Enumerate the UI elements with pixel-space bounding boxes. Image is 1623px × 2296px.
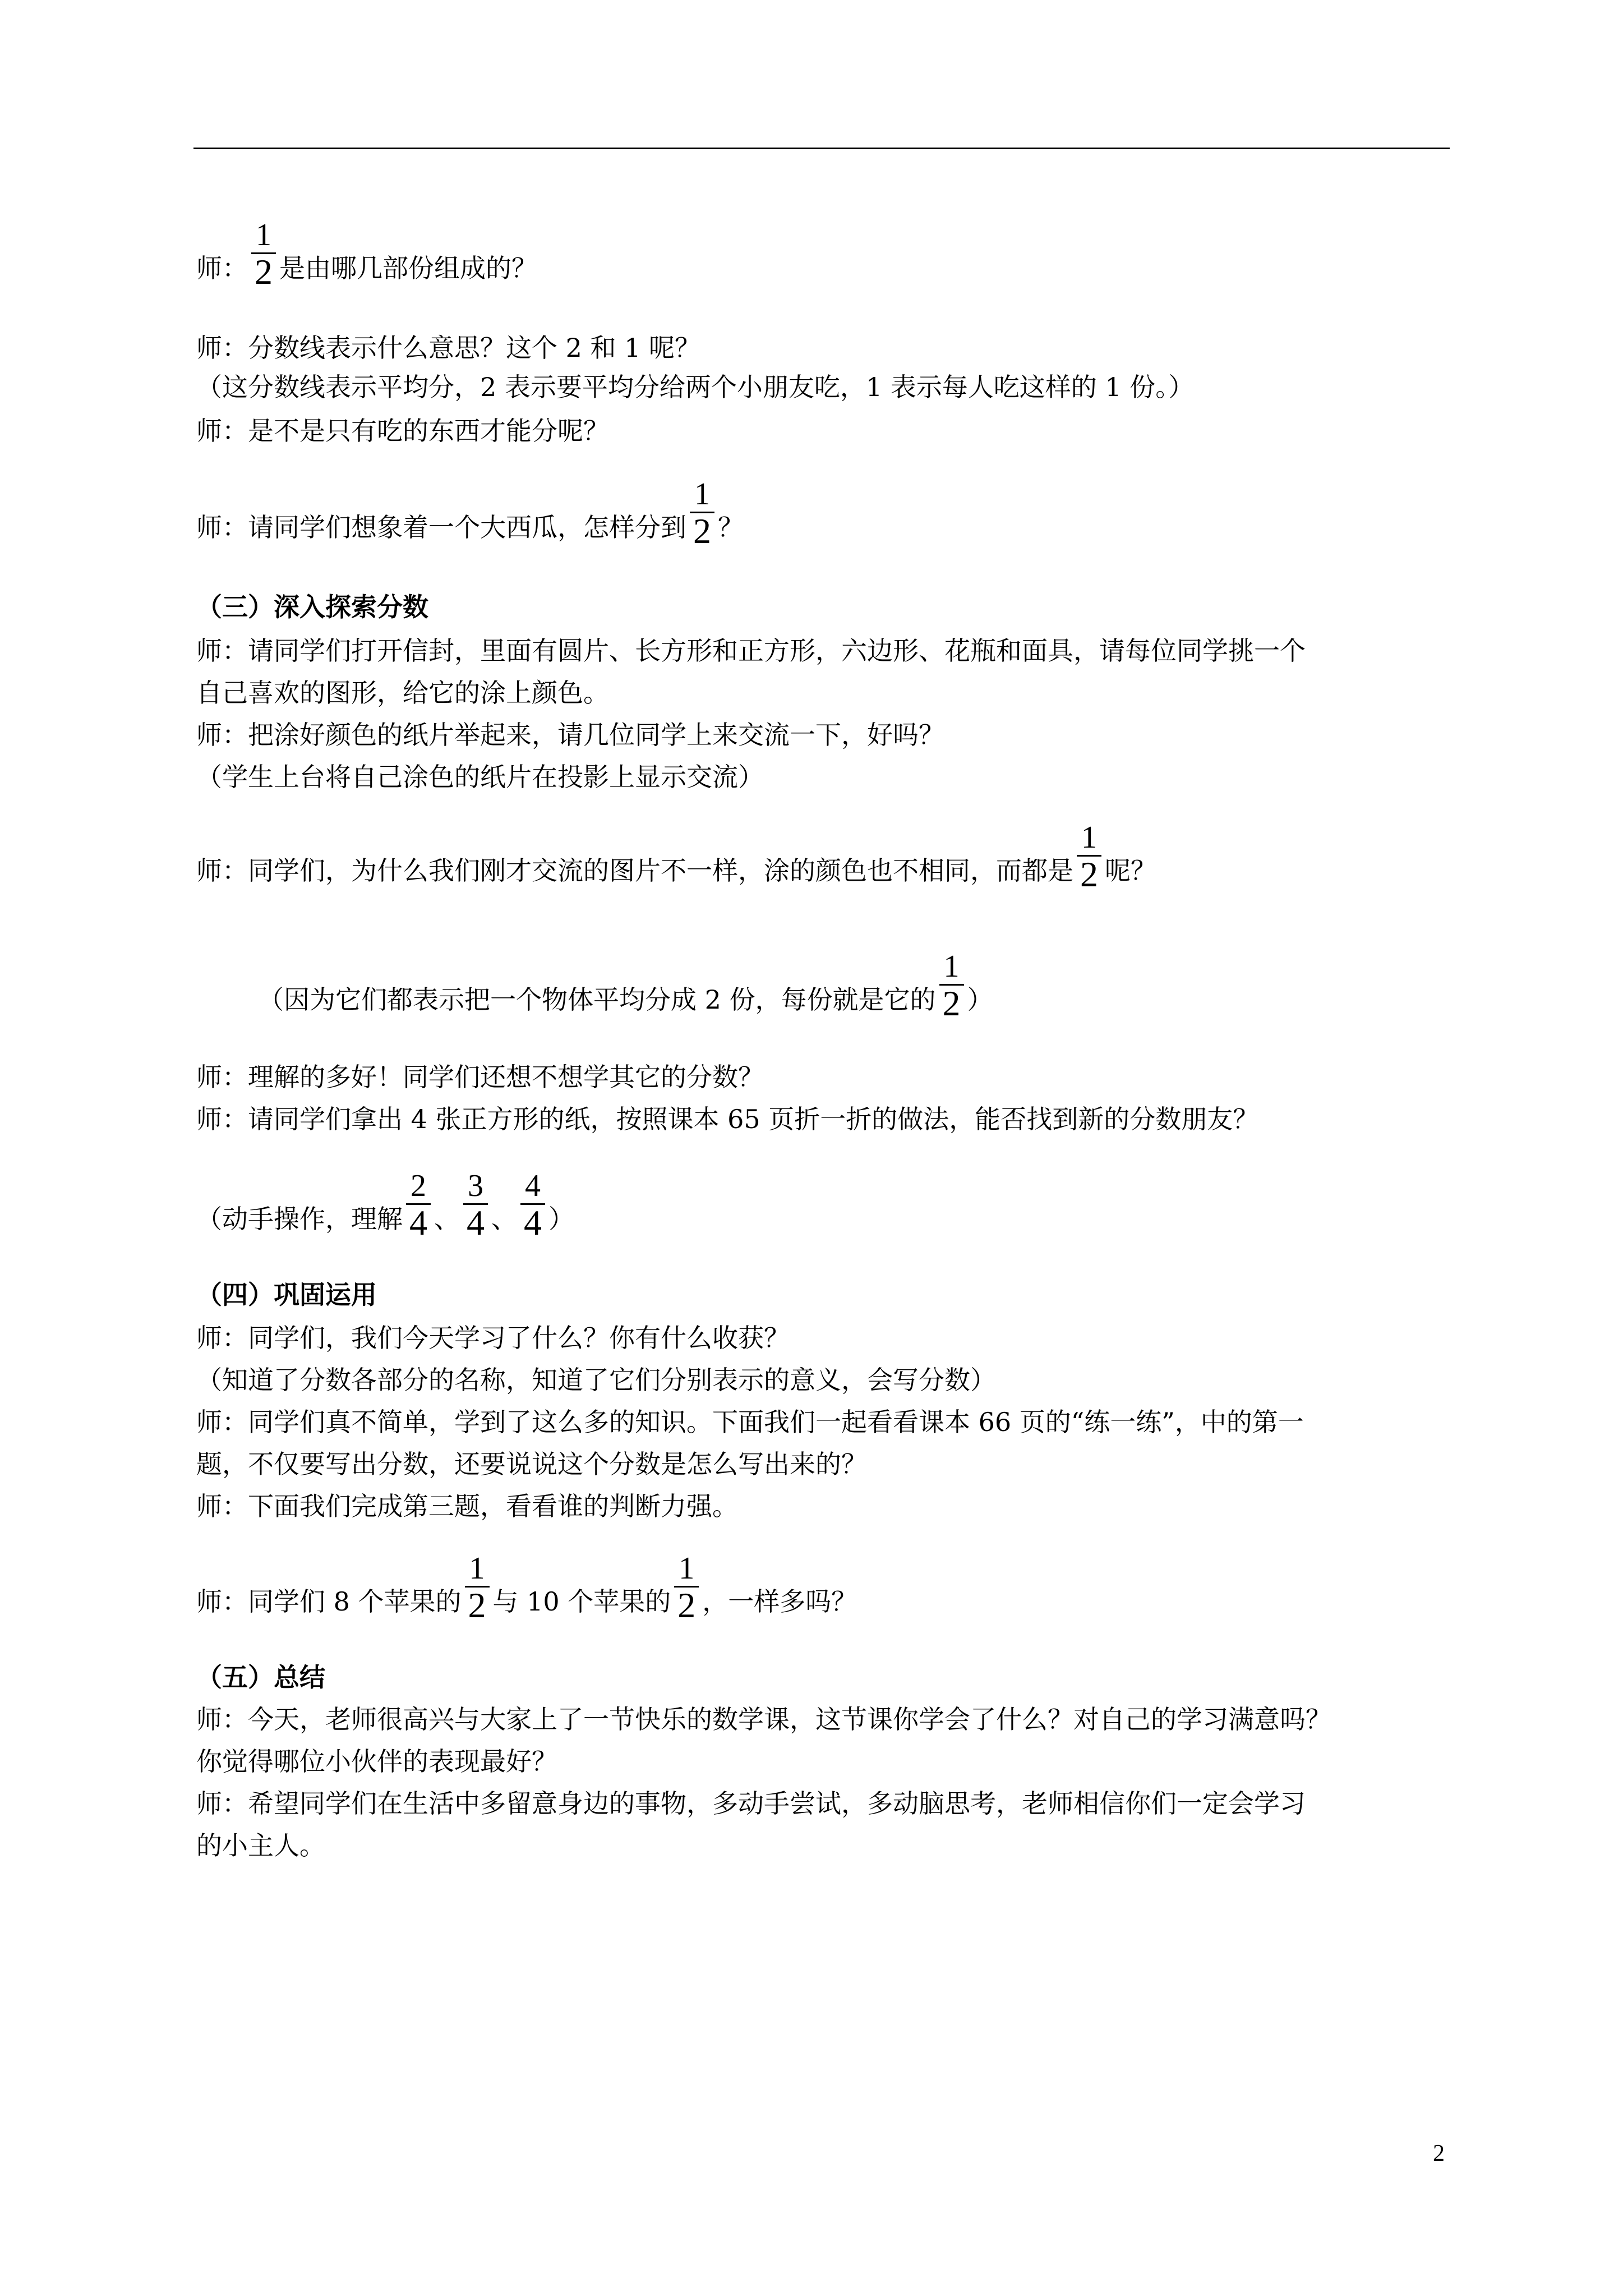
section-heading: （三）深入探索分数	[196, 592, 428, 622]
fraction-half: $\frac{1}{2}$	[465, 1551, 490, 1623]
fraction-three-fourths: $\frac{3}{4}$	[463, 1168, 488, 1241]
text-line: 师：请同学们拿出 4 张正方形的纸，按照课本 65 页折一折的做法，能否找到新的分数朋友？	[196, 1104, 1259, 1134]
text-line: 师：把涂好颜色的纸片举起来，请几位同学上来交流一下，好吗？	[196, 720, 944, 750]
text-line: 师：请同学们想象着一个大西瓜，怎样分到 $\frac{1}{2}$ ？	[196, 477, 744, 551]
text-line: 师：分数线表示什么意思？这个 2 和 1 呢？	[196, 333, 701, 363]
text-line: 你觉得哪位小伙伴的表现最好？	[196, 1746, 557, 1777]
text-line: 师：今天，老师很高兴与大家上了一节快乐的数学课，这节课你学会了什么？对自己的学习满意吗？	[196, 1704, 1331, 1734]
text-line: 师： $\frac{1}{2}$ 是由哪几部份组成的？	[196, 218, 537, 292]
text-line: 师：下面我们完成第三题，看看谁的判断力强。	[196, 1491, 738, 1521]
header-rule	[193, 148, 1450, 149]
text-line: 题，不仅要写出分数，还要说说这个分数是怎么写出来的？	[196, 1449, 867, 1479]
text-line: （知道了分数各部分的名称，知道了它们分别表示的意义，会写分数）	[196, 1365, 996, 1395]
text-line: 师：同学们，我们今天学习了什么？你有什么收获？	[196, 1323, 790, 1353]
page-number: 2	[1433, 2141, 1445, 2166]
text-line: （这分数线表示平均分，2 表示要平均分给两个小朋友吃，1 表示每人吃这样的 1 份。）	[196, 372, 1195, 402]
text-line: 师：理解的多好！同学们还想不想学其它的分数？	[196, 1062, 764, 1092]
text-line: 师：是不是只有吃的东西才能分呢？	[196, 416, 609, 446]
section-heading: （四）巩固运用	[196, 1280, 377, 1310]
text-line: （动手操作，理解 $\frac{2}{4}$ 、 $\frac{3}{4}$ 、 $\frac{4}{4}$ ）	[196, 1168, 574, 1243]
text-line: （学生上台将自己涂色的纸片在投影上显示交流）	[196, 762, 764, 792]
text-line: 师：请同学们打开信封，里面有圆片、长方形和正方形，六边形、花瓶和面具，请每位同学挑一个	[196, 636, 1306, 666]
text-line: 师：同学们真不简单，学到了这么多的知识。下面我们一起看看课本 66 页的“练一练”，中的第一	[196, 1407, 1304, 1437]
text-line: 师：希望同学们在生活中多留意身边的事物，多动手尝试，多动脑思考，老师相信你们一定会学习	[196, 1788, 1306, 1819]
text-line: 的小主人。	[196, 1830, 325, 1861]
text-line: 师：同学们 8 个苹果的 $\frac{1}{2}$ 与 10 个苹果的 $\frac{1}{2}$ ，一样多吗？	[196, 1551, 857, 1625]
fraction-half: $\frac{1}{2}$	[1077, 820, 1101, 892]
fraction-half: $\frac{1}{2}$	[690, 477, 714, 549]
text-line: 师：同学们，为什么我们刚才交流的图片不一样，涂的颜色也不相同，而都是 $\frac{1}{2}$ 呢？	[196, 820, 1156, 894]
text-line: 自己喜欢的图形，给它的涂上颜色。	[196, 678, 609, 708]
fraction-two-fourths: $\frac{2}{4}$	[406, 1168, 431, 1241]
text-line: （因为它们都表示把一个物体平均分成 2 份，每份就是它的 $\frac{1}{2}$ ）	[258, 949, 993, 1023]
fraction-half: $\frac{1}{2}$	[939, 949, 964, 1022]
section-heading: （五）总结	[196, 1662, 325, 1692]
fraction-half: $\frac{1}{2}$	[251, 218, 276, 290]
fraction-four-fourths: $\frac{4}{4}$	[520, 1168, 545, 1241]
fraction-half: $\frac{1}{2}$	[674, 1551, 699, 1623]
